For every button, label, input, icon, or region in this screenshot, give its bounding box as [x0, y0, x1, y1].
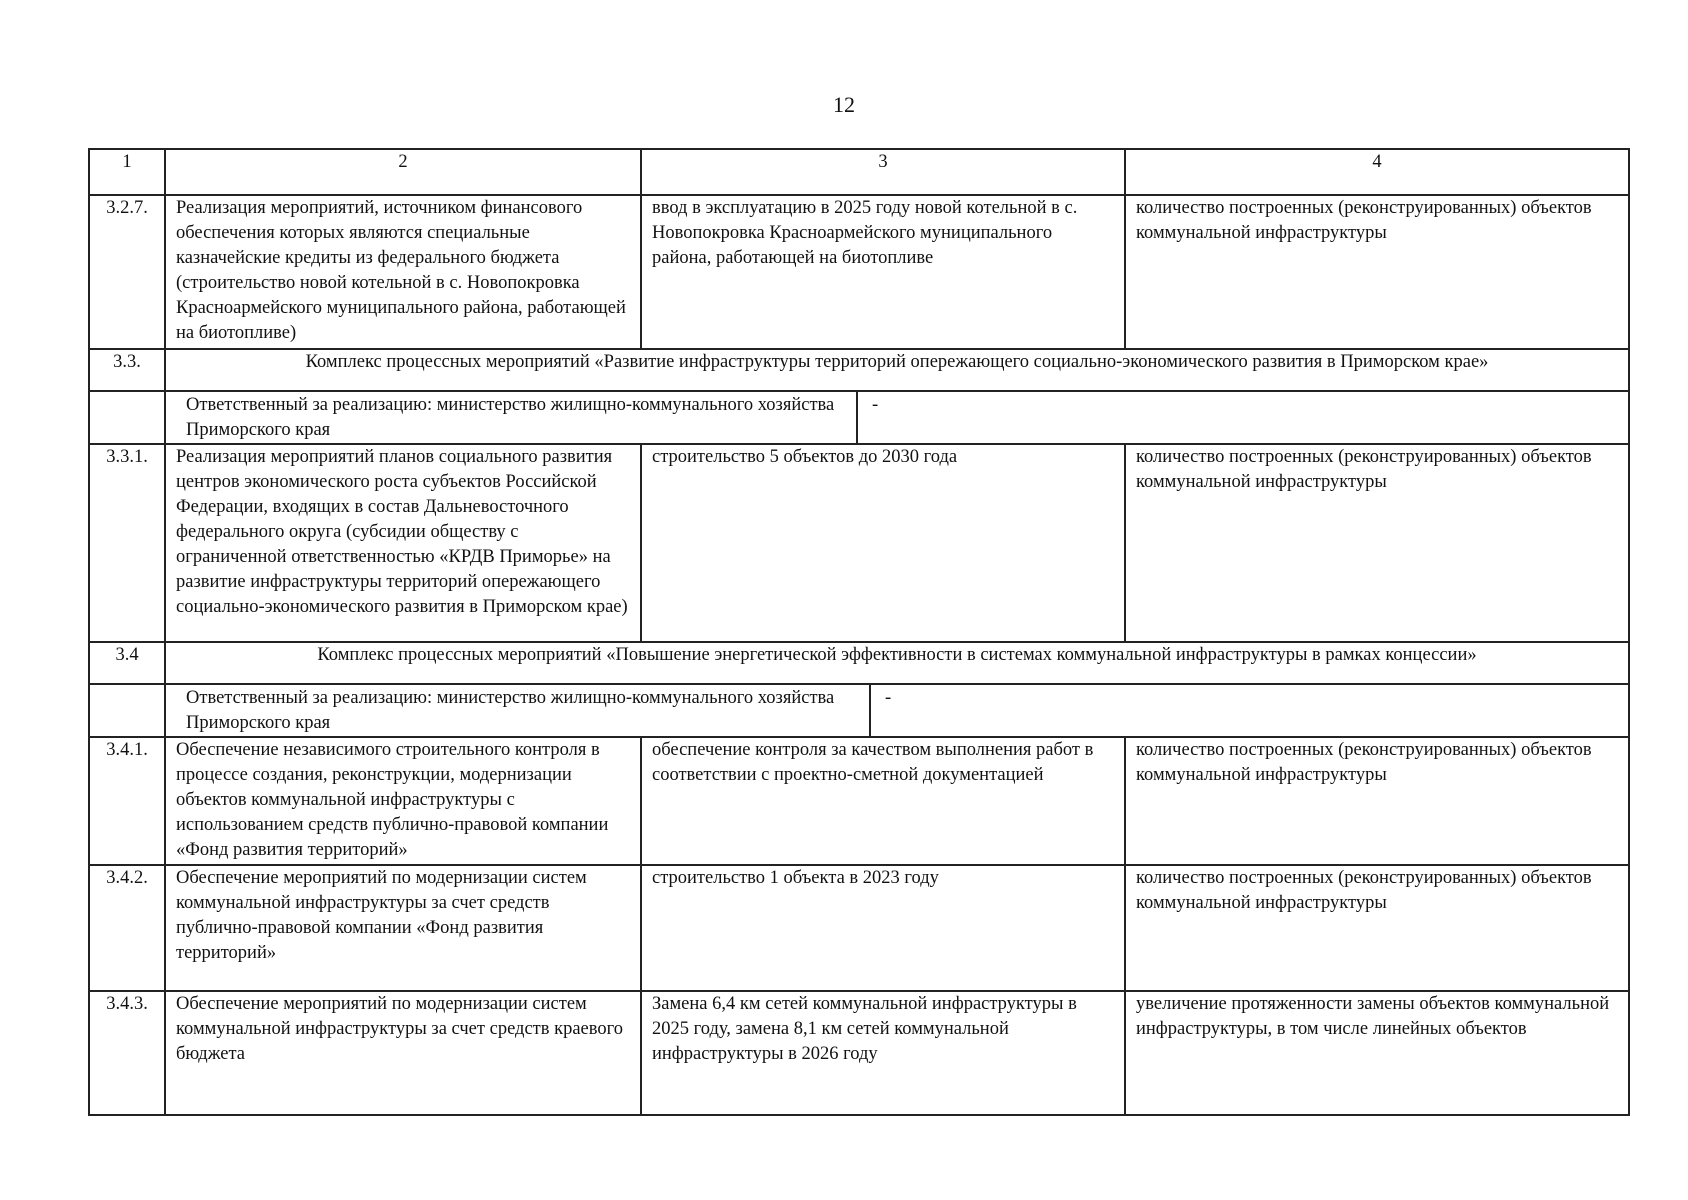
measure-description: Обеспечение независимого строительного контроля в процессе создания, реконструкции, модернизации объектов коммунальной инфраструктуры с использованием средств публично-правовой компании «Фонд развития территорий»	[165, 737, 641, 865]
row-number: 3.2.7.	[89, 195, 165, 349]
measure-indicator: количество построенных (реконструированных) объектов коммунальной инфраструктуры	[1125, 737, 1629, 865]
header-col-4: 4	[1125, 149, 1629, 195]
table-header-row	[89, 149, 1629, 195]
measure-description: Реализация мероприятий, источником финансового обеспечения которых являются специальные казначейские кредиты из федерального бюджета (строительство новой котельной в с. Новопокровка Красноармейского муниципального района, работающей на биотопливе)	[165, 195, 641, 349]
empty-cell	[89, 684, 165, 737]
section-row	[89, 349, 1629, 391]
responsible-row	[89, 391, 1629, 444]
section-row	[89, 642, 1629, 684]
row-number: 3.4.3.	[89, 991, 165, 1115]
header-col-2: 2	[165, 149, 641, 195]
responsible-value: -	[872, 395, 879, 415]
page-number: 12	[833, 92, 855, 117]
measure-indicator: количество построенных (реконструированных) объектов коммунальной инфраструктуры	[1125, 865, 1629, 991]
table-row	[89, 195, 1629, 349]
measure-description: Обеспечение мероприятий по модернизации систем коммунальной инфраструктуры за счет средств краевого бюджета	[165, 991, 641, 1115]
section-title: Комплекс процессных мероприятий «Повышение энергетической эффективности в системах коммунальной инфраструктуры в рамках концессии»	[165, 642, 1629, 684]
measure-description: Обеспечение мероприятий по модернизации систем коммунальной инфраструктуры за счет средств публично-правовой компании «Фонд развития территорий»	[165, 865, 641, 991]
header-col-3: 3	[641, 149, 1125, 195]
measure-result: строительство 5 объектов до 2030 года	[641, 444, 1125, 642]
responsible-value: -	[885, 688, 892, 708]
section-number: 3.3.	[89, 349, 165, 391]
table-row	[89, 865, 1629, 991]
row-number: 3.4.1.	[89, 737, 165, 865]
empty-cell	[89, 391, 165, 444]
measure-result: ввод в эксплуатацию в 2025 году новой котельной в с. Новопокровка Красноармейского муниципального района, работающей на биотопливе	[641, 195, 1125, 349]
measure-description: Реализация мероприятий планов социального развития центров экономического роста субъектов Российской Федерации, входящих в состав Дальневосточного федерального округа (субсидии обществу с ограниченной ответственностью «КРДВ Приморье» на развитие инфраструктуры территорий опережающего социально-экономического развития в Приморском крае)	[165, 444, 641, 642]
measure-indicator: увеличение протяженности замены объектов коммунальной инфраструктуры, в том числе линейных объектов	[1125, 991, 1629, 1115]
responsible-cell	[165, 684, 1629, 737]
responsible-label: Ответственный за реализацию: министерство жилищно-коммунального хозяйства Приморского края	[176, 685, 871, 736]
measure-indicator: количество построенных (реконструированных) объектов коммунальной инфраструктуры	[1125, 195, 1629, 349]
measure-result: Замена 6,4 км сетей коммунальной инфраструктуры в 2025 году, замена 8,1 км сетей коммунальной инфраструктуры в 2026 году	[641, 991, 1125, 1115]
responsible-label: Ответственный за реализацию: министерство жилищно-коммунального хозяйства Приморского края	[176, 392, 858, 443]
responsible-cell	[165, 391, 1629, 444]
measure-result: обеспечение контроля за качеством выполнения работ в соответствии с проектно-сметной документацией	[641, 737, 1125, 865]
measures-table	[88, 148, 1630, 1116]
section-title: Комплекс процессных мероприятий «Развитие инфраструктуры территорий опережающего социально-экономического развития в Приморском крае»	[165, 349, 1629, 391]
responsible-row	[89, 684, 1629, 737]
row-number: 3.4.2.	[89, 865, 165, 991]
measure-indicator: количество построенных (реконструированных) объектов коммунальной инфраструктуры	[1125, 444, 1629, 642]
row-number: 3.3.1.	[89, 444, 165, 642]
section-number: 3.4	[89, 642, 165, 684]
header-col-1: 1	[89, 149, 165, 195]
table-row	[89, 991, 1629, 1115]
table-row	[89, 444, 1629, 642]
table-row	[89, 737, 1629, 865]
measure-result: строительство 1 объекта в 2023 году	[641, 865, 1125, 991]
